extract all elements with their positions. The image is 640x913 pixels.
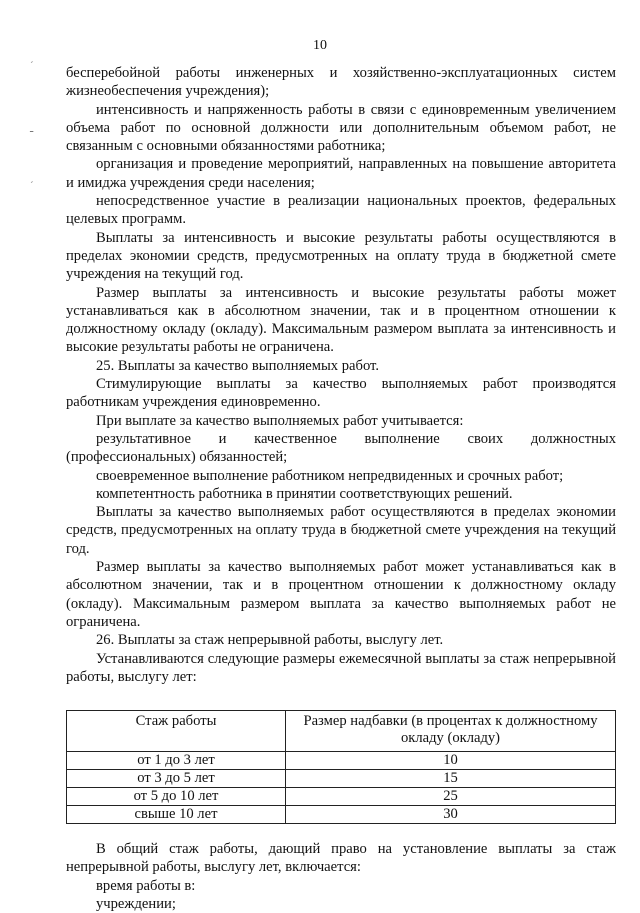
paragraph: 26. Выплаты за стаж непрерывной работы, выслугу лет. [96, 632, 444, 649]
paragraph: Размер выплаты за качество выполняемых работ может устанавливаться как в абсолютном значении, так и в процентном отношении к должностному окладу (окладу). Максимальным размером выплата за качество выполняемых работ не ограничена. [66, 559, 616, 630]
paragraph: своевременное выполнение работником непредвиденных и срочных работ; [96, 467, 564, 484]
scan-mark: ´ [30, 180, 34, 192]
table-row [67, 770, 616, 788]
table-cell: свыше 10 лет [67, 806, 286, 824]
paragraph: В общий стаж работы, дающий право на установление выплаты за стаж непрерывной работы, выслугу лет, включается: [66, 841, 616, 876]
scan-mark: ـ [30, 123, 34, 135]
paragraph: Размер выплаты за интенсивность и высокие результаты работы может устанавливаться как в абсолютном значении, так и в процентном отношении к должностному окладу (окладу). Максимальным размером выплата за интенсивность и высокие результаты работы не ограничена. [66, 284, 616, 356]
paragraph: организация и проведение мероприятий, направленных на повышение авторитета и имиджа учреждения среди населения; [66, 156, 616, 191]
paragraph: компетентность работника в принятии соответствующих решений. [96, 485, 513, 502]
paragraph: Стимулирующие выплаты за качество выполняемых работ производятся работникам учреждения единовременно. [66, 376, 616, 411]
page-number: 10 [313, 38, 327, 53]
table-cell: 30 [286, 806, 616, 824]
document-body [66, 64, 616, 913]
seniority-bonus-table [66, 710, 616, 824]
table-row [67, 806, 616, 824]
table-cell: 15 [286, 770, 616, 788]
paragraph: Устанавливаются следующие размеры ежемесячной выплаты за стаж непрерывной работы, выслугу лет: [66, 650, 616, 685]
table-cell: от 5 до 10 лет [67, 788, 286, 806]
paragraph: Выплаты за интенсивность и высокие результаты работы осуществляются в пределах экономии средств, предусмотренных на оплату труда в бюджетной смете учреждения на текущий год. [66, 229, 616, 283]
paragraph: бесперебойной работы инженерных и хозяйственно-эксплуатационных систем жизнеобеспечения учреждения); [66, 65, 616, 100]
paragraph: учреждении; [96, 895, 176, 912]
table-cell: 25 [286, 788, 616, 806]
table-cell: от 3 до 5 лет [67, 770, 286, 788]
paragraph: Выплаты за качество выполняемых работ осуществляются в пределах экономии средств, предусмотренных на оплату труда в бюджетной смете учреждения на текущий год. [66, 504, 616, 557]
paragraph: время работы в: [96, 877, 196, 894]
table-header-cell: Стаж работы [67, 711, 286, 752]
paragraph: результативное и качественное выполнение своих должностных (профессиональных) обязанностей; [66, 430, 616, 466]
table-header-row [67, 711, 616, 752]
table-header-cell: Размер надбавки (в процентах к должностному окладу (окладу) [286, 711, 616, 752]
table-row [67, 752, 616, 770]
paragraph: интенсивность и напряженность работы в связи с единовременным увеличением объема работ по основной должности или дополнительным объемом работ, не связанным с основными обязанностями работника; [66, 101, 616, 155]
paragraph: При выплате за качество выполняемых работ учитывается: [96, 412, 464, 429]
paragraph-group-bottom [66, 840, 616, 913]
paragraph: непосредственное участие в реализации национальных проектов, федеральных целевых программ. [66, 193, 616, 228]
table-row [67, 788, 616, 806]
scan-mark: ´ [30, 60, 34, 72]
table-cell: от 1 до 3 лет [67, 752, 286, 770]
paragraph-group-top [66, 64, 616, 686]
table-cell: 10 [286, 752, 616, 770]
paragraph: 25. Выплаты за качество выполняемых работ. [96, 357, 379, 374]
